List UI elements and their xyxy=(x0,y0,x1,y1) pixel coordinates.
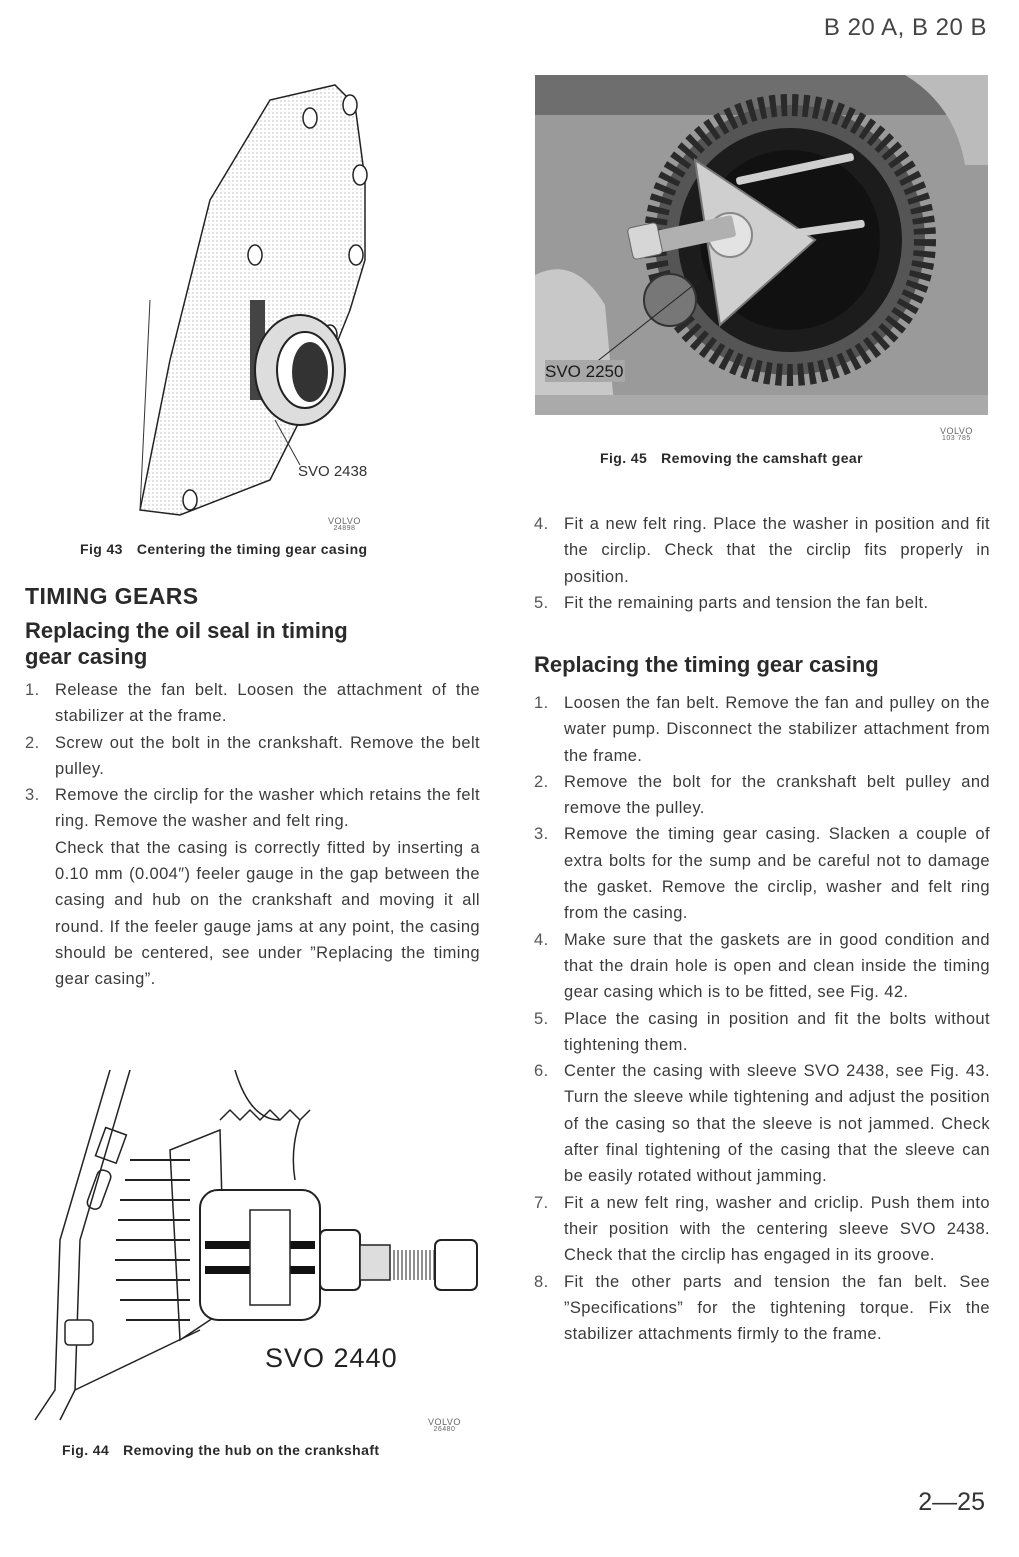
step-text: Fit a new felt ring. Place the washer in position and fit the circlip. Check that the circlip fits properly in position. xyxy=(564,515,990,586)
list-item xyxy=(534,769,990,822)
step-number: 2. xyxy=(534,772,549,791)
step-number: 2. xyxy=(25,733,40,752)
fig45-photo xyxy=(535,75,988,415)
step-text: Remove the bolt for the crankshaft belt pulley and remove the pulley. xyxy=(564,772,990,818)
step-number: 5. xyxy=(534,593,549,612)
list-item xyxy=(534,1058,990,1189)
step-number: 4. xyxy=(534,930,549,949)
step-text: Center the casing with sleeve SVO 2438, see Fig. 43. Turn the sleeve while tightening and adjust the position of the casing so that the sleeve is not jammed. Check after final tightening of the casing that the sleeve can be easily rotated without jamming. xyxy=(564,1062,990,1186)
fig45-caption xyxy=(600,450,863,466)
list-item xyxy=(534,927,990,1006)
subsection-title-oil-seal: Replacing the oil seal in timing gear casing xyxy=(25,618,348,669)
step-number: 7. xyxy=(534,1193,549,1212)
list-item xyxy=(25,782,480,835)
step-text: Fit the other parts and tension the fan belt. See ”Specifications” for the tightening torque. Fix the stabilizer attachments firmly to the frame. xyxy=(564,1272,990,1344)
step-text: Remove the timing gear casing. Slacken a couple of extra bolts for the sump and be careful not to damage the gasket. Remove the circlip, washer and felt ring from the casing. xyxy=(564,825,990,923)
timing-gear-casing-drawing xyxy=(120,60,410,530)
step-number: 4. xyxy=(534,515,549,533)
right-steps-list xyxy=(534,690,990,1347)
list-item xyxy=(534,590,990,616)
fig43-illustration xyxy=(120,60,410,530)
fig44-caption xyxy=(62,1442,379,1458)
step-text: Release the fan belt. Loosen the attachment of the stabilizer at the frame. xyxy=(55,681,480,726)
page-header-model: B 20 A, B 20 B xyxy=(823,14,987,41)
list-item xyxy=(534,690,990,769)
fig43-volvo-tag xyxy=(328,517,361,533)
hub-puller-drawing xyxy=(20,1060,500,1425)
step-text: Screw out the bolt in the crankshaft. Remove the belt pulley. xyxy=(55,733,480,778)
step-number: 8. xyxy=(534,1272,549,1291)
step-number: 3. xyxy=(534,825,549,844)
fig43-tool-label: SVO 2438 xyxy=(298,463,368,480)
step-text: Place the casing in position and fit the bolts without tightening them. xyxy=(564,1009,990,1054)
list-item xyxy=(534,1190,990,1269)
step-text: Fit a new felt ring, washer and criclip. Push them into their position with the centering sleeve SVO 2438. Check that the circlip has engaged in its groove. xyxy=(564,1193,990,1265)
step-text: Remove the circlip for the washer which retains the felt ring. Remove the washer and felt ring. xyxy=(55,786,480,831)
section-title-replacing-casing: Replacing the timing gear casing xyxy=(534,652,879,677)
fig43-caption xyxy=(80,541,367,557)
step-number: 3. xyxy=(25,786,40,805)
step-number: 5. xyxy=(534,1009,549,1028)
volvo-tag-text: VOLVO xyxy=(940,426,973,436)
step-text: Make sure that the gaskets are in good condition and that the drain hole is open and clean inside the timing gear casing which is to be fitted, see Fig. 42. xyxy=(564,930,990,1002)
list-item xyxy=(534,821,990,926)
feeler-gauge-note: Check that the casing is correctly fitted by inserting a 0.10 mm (0.004″) feeler gauge in the gap between the casing and hub on the crankshaft and moving it all round. If the feeler gauge jams at any point, the casing should be centered, see under ”Replacing the timing gear casing”. xyxy=(55,838,480,989)
right-continued-steps-list xyxy=(534,511,990,616)
list-item xyxy=(534,1006,990,1059)
step-text: Fit the remaining parts and tension the fan belt. xyxy=(564,593,929,612)
volvo-tag-code: 103 785 xyxy=(942,435,971,442)
list-item xyxy=(534,1269,990,1348)
fig45-volvo-tag xyxy=(940,427,973,443)
fig45-tool-label: SVO 2250 xyxy=(545,362,624,381)
volvo-tag-code: 26480 xyxy=(433,1426,456,1433)
list-item xyxy=(25,730,480,783)
fig45-number: Fig. 45 xyxy=(600,450,648,466)
step-number: 6. xyxy=(534,1062,549,1081)
step-number: 1. xyxy=(25,681,40,699)
fig45-caption-text: Removing the camshaft gear xyxy=(661,450,863,466)
step-text: Loosen the fan belt. Remove the fan and pulley on the water pump. Disconnect the stabilizer attachment from the frame. xyxy=(564,694,990,765)
left-steps-list xyxy=(25,677,480,993)
section-title-timing-gears: TIMING GEARS xyxy=(25,583,199,609)
volvo-tag-text: VOLVO xyxy=(428,1417,461,1427)
fig44-volvo-tag xyxy=(428,1418,461,1434)
fig44-illustration xyxy=(20,1060,500,1425)
fig44-tool-label: SVO 2440 xyxy=(265,1343,398,1373)
fig43-number: Fig 43 xyxy=(80,541,123,557)
fig44-number: Fig. 44 xyxy=(62,1442,110,1458)
volvo-tag-code: 24898 xyxy=(333,525,356,532)
step-number: 1. xyxy=(534,694,549,712)
list-item xyxy=(534,511,990,590)
list-item xyxy=(25,677,480,730)
page-number: 2—25 xyxy=(918,1488,985,1516)
fig43-caption-text: Centering the timing gear casing xyxy=(136,541,368,557)
fig44-caption-text: Removing the hub on the crankshaft xyxy=(123,1442,380,1458)
volvo-tag-text: VOLVO xyxy=(328,516,361,526)
